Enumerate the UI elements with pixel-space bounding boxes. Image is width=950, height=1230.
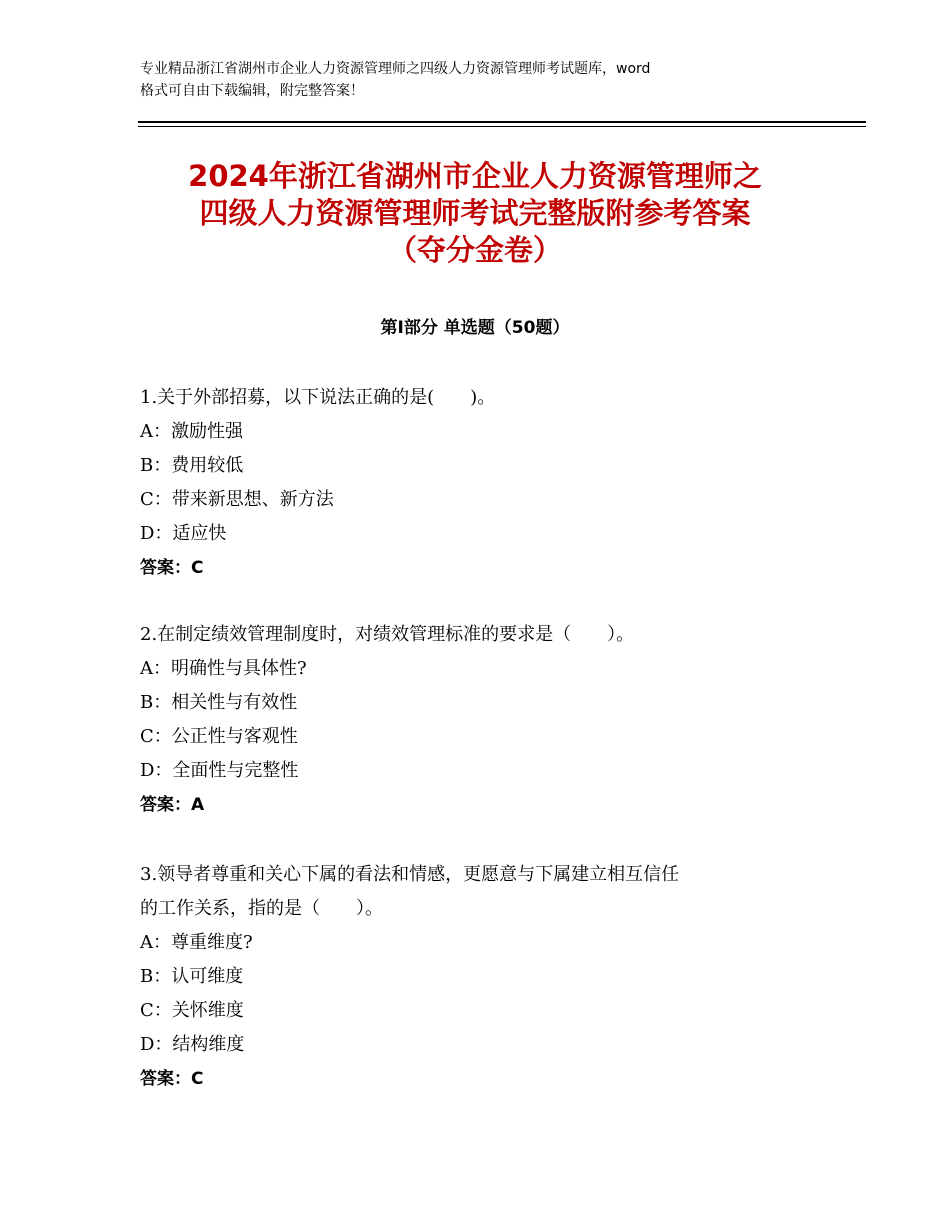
option-a: A：激励性强 [140, 421, 243, 442]
question-2 [140, 618, 830, 822]
header-divider-thin [138, 126, 866, 127]
question-stem-line-1: 3.领导者尊重和关心下属的看法和情感，更愿意与下属建立相互信任 [140, 864, 680, 885]
answer: 答案：A [140, 795, 205, 815]
option-a: A：明确性与具体性? [140, 658, 307, 679]
question-stem: 2.在制定绩效管理制度时，对绩效管理标准的要求是（ ）。 [140, 624, 635, 645]
option-c: C：关怀维度 [140, 1000, 244, 1021]
question-stem-line-2: 的工作关系，指的是（ ）。 [140, 898, 383, 919]
option-b: B：认可维度 [140, 966, 244, 987]
title-line-2: 四级人力资源管理师考试完整版附参考答案 [199, 196, 751, 230]
option-a: A：尊重维度? [140, 932, 253, 953]
question-1 [140, 381, 830, 585]
question-stem: 1.关于外部招募，以下说法正确的是( )。 [140, 387, 496, 408]
section-heading: 第Ⅰ部分 单选题（50题） [380, 318, 570, 338]
header-note-line-2: 格式可自由下载编辑，附完整答案！ [140, 83, 364, 99]
document-title [100, 158, 850, 269]
header-divider-thick [138, 121, 866, 123]
option-c: C：带来新思想、新方法 [140, 489, 334, 510]
header-note [140, 58, 840, 102]
header-note-line-1: 专业精品浙江省湖州市企业人力资源管理师之四级人力资源管理师考试题库，word [140, 61, 651, 77]
option-b: B：相关性与有效性 [140, 692, 298, 713]
option-d: D：适应快 [140, 523, 227, 544]
title-line-1: 2024年浙江省湖州市企业人力资源管理师之 [188, 159, 762, 193]
option-d: D：结构维度 [140, 1034, 245, 1055]
option-c: C：公正性与客观性 [140, 726, 298, 747]
option-d: D：全面性与完整性 [140, 760, 299, 781]
title-line-3: （夺分金卷） [387, 233, 562, 267]
question-3 [140, 858, 830, 1096]
answer: 答案：C [140, 1069, 204, 1089]
answer: 答案：C [140, 558, 204, 578]
option-b: B：费用较低 [140, 455, 244, 476]
